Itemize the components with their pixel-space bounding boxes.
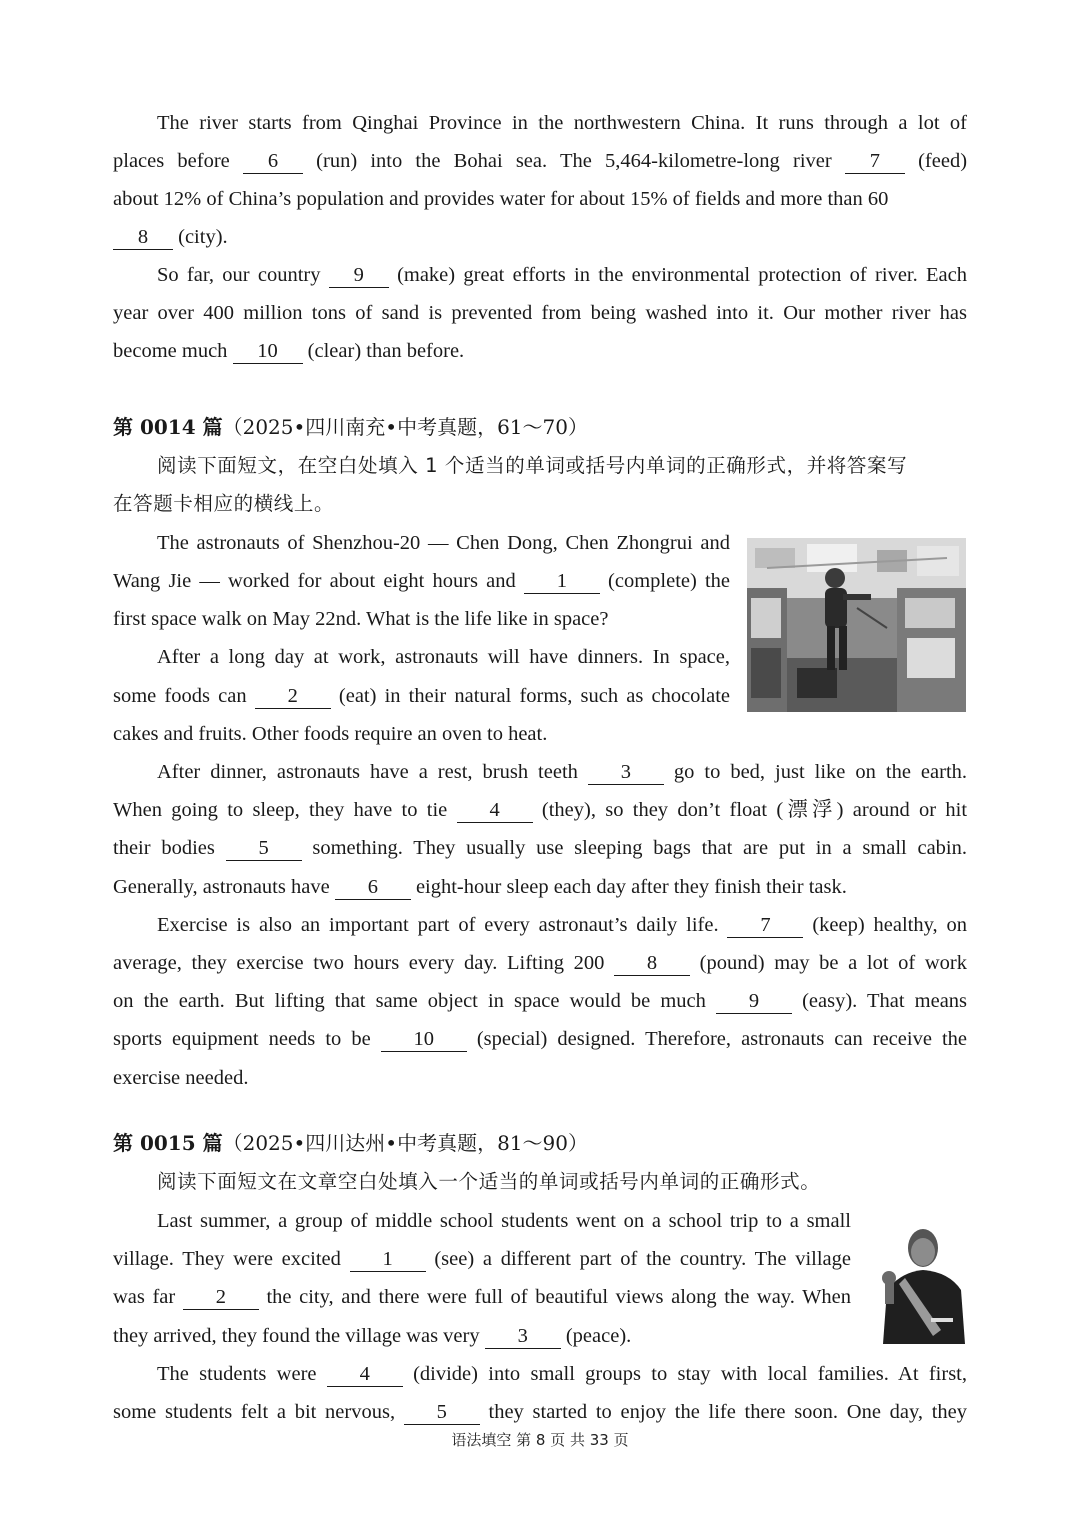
answer-blank[interactable]: 5 xyxy=(404,1400,480,1425)
text-line: cakes and fruits. Other foods require an oven to heat. xyxy=(113,723,548,745)
text-segment: Generally, astronauts have xyxy=(113,876,330,898)
text-segment: their bodies xyxy=(113,837,215,859)
text-segment: become much xyxy=(113,340,228,362)
text-line xyxy=(113,1393,967,1431)
text-segment: average, they exercise two hours every day. Lifting 200 xyxy=(113,952,605,974)
text-segment: the city, and there were full of beautiful views along the way. When xyxy=(266,1286,851,1308)
answer-blank[interactable]: 7 xyxy=(727,913,803,938)
text-segment: (complete) the xyxy=(608,570,730,592)
text-segment: (divide) into small groups to stay with local families. At first, xyxy=(413,1363,967,1385)
text-line xyxy=(113,1020,967,1058)
text-segment: (make) great efforts in the environmental protection of river. Each xyxy=(397,264,967,286)
text-line: The river starts from Qinghai Province in the northwestern China. It runs through a lot of xyxy=(157,112,967,134)
text-line xyxy=(113,332,967,370)
text-segment: (keep) healthy, on xyxy=(812,914,967,936)
section-heading xyxy=(113,1124,967,1162)
text-segment: (city). xyxy=(178,226,228,248)
text-segment: (clear) than before. xyxy=(307,340,465,362)
astronaut-photo-graphic xyxy=(747,538,966,712)
text-line xyxy=(113,944,967,982)
student-photo xyxy=(871,1220,967,1344)
text-line xyxy=(113,1278,851,1316)
text-line xyxy=(113,677,730,715)
section-heading xyxy=(113,408,967,446)
answer-blank[interactable]: 1 xyxy=(350,1247,426,1272)
text-line xyxy=(113,791,967,829)
text-line: first space walk on May 22nd. What is the life like in space? xyxy=(113,608,609,630)
instruction-text: 在答题卡相应的横线上。 xyxy=(113,492,335,515)
text-segment: The students were xyxy=(157,1363,317,1385)
instruction-text: 阅读下面短文，在空白处填入 1 个适当的单词或括号内单词的正确形式，并将答案写 xyxy=(157,454,908,477)
text-line: Last summer, a group of middle school students went on a school trip to a small xyxy=(157,1210,851,1232)
text-line xyxy=(113,1240,851,1278)
text-line xyxy=(157,256,967,294)
answer-blank[interactable]: 8 xyxy=(113,225,173,250)
section-number: 第 0014 篇 xyxy=(113,415,223,439)
section-source: （2025•四川南充•中考真题，61～70） xyxy=(222,415,588,439)
answer-blank[interactable]: 10 xyxy=(381,1027,467,1052)
text-segment: sports equipment needs to be xyxy=(113,1028,371,1050)
text-segment: Exercise is also an important part of every astronaut’s daily life. xyxy=(157,914,719,936)
answer-blank[interactable]: 6 xyxy=(335,875,411,900)
text-segment: When going to sleep, they have to tie xyxy=(113,799,448,821)
text-line: The astronauts of Shenzhou-20 — Chen Dong, Chen Zhongrui and xyxy=(157,532,730,554)
answer-blank[interactable]: 4 xyxy=(457,798,533,823)
answer-blank[interactable]: 10 xyxy=(233,339,303,364)
text-line xyxy=(113,1317,851,1355)
text-segment: some foods can xyxy=(113,685,247,707)
text-segment: (special) designed. Therefore, astronauts can receive the xyxy=(476,1028,967,1050)
answer-blank[interactable]: 6 xyxy=(243,149,303,174)
text-segment: was far xyxy=(113,1286,176,1308)
text-segment: some students felt a bit nervous, xyxy=(113,1401,396,1423)
text-segment: (they), so they don’t float (漂浮) around or hit xyxy=(541,799,967,821)
text-segment: on the earth. But lifting that same object in space would be much xyxy=(113,990,706,1012)
text-line xyxy=(113,562,730,600)
answer-blank[interactable]: 3 xyxy=(485,1324,561,1349)
text-segment: (feed) xyxy=(918,150,967,172)
text-segment: eight-hour sleep each day after they finish their task. xyxy=(415,876,847,898)
answer-blank[interactable]: 4 xyxy=(327,1362,403,1387)
astronaut-photo xyxy=(747,538,966,712)
section-source: （2025•四川达州•中考真题，81～90） xyxy=(222,1131,588,1155)
text-segment: (eat) in their natural forms, such as chocolate xyxy=(338,685,730,707)
answer-blank[interactable]: 3 xyxy=(588,760,664,785)
answer-blank[interactable]: 2 xyxy=(255,684,331,709)
text-line xyxy=(157,1355,967,1393)
text-segment: So far, our country xyxy=(157,264,321,286)
text-segment: something. They usually use sleeping bags that are put in a small cabin. xyxy=(312,837,967,859)
text-segment: (easy). That means xyxy=(802,990,967,1012)
text-line: about 12% of China’s population and provides water for about 15% of fields and more than 60 xyxy=(113,188,889,210)
text-segment: Wang Jie — worked for about eight hours and xyxy=(113,570,516,592)
text-segment: places before xyxy=(113,150,230,172)
answer-blank[interactable]: 2 xyxy=(183,1285,259,1310)
text-segment: they started to enjoy the life there soon. One day, they xyxy=(488,1401,967,1423)
page-footer: 语法填空 第 8 页 共 33 页 xyxy=(451,1431,629,1449)
answer-blank[interactable]: 8 xyxy=(614,951,690,976)
instruction-text: 阅读下面短文在文章空白处填入一个适当的单词或括号内单词的正确形式。 xyxy=(157,1170,821,1193)
text-line xyxy=(157,753,967,791)
answer-blank[interactable]: 1 xyxy=(524,569,600,594)
answer-blank[interactable]: 9 xyxy=(716,989,792,1014)
text-line xyxy=(113,829,967,867)
answer-blank[interactable]: 7 xyxy=(845,149,905,174)
text-segment: they arrived, they found the village was very xyxy=(113,1325,480,1347)
text-segment: village. They were excited xyxy=(113,1248,341,1270)
text-line: After a long day at work, astronauts will have dinners. In space, xyxy=(157,646,730,668)
text-segment: (run) into the Bohai sea. The 5,464-kilometre-long river xyxy=(316,150,832,172)
text-segment: (see) a different part of the country. The village xyxy=(434,1248,851,1270)
answer-blank[interactable]: 5 xyxy=(226,836,302,861)
text-segment: After dinner, astronauts have a rest, brush teeth xyxy=(157,761,578,783)
text-segment: go to bed, just like on the earth. xyxy=(673,761,967,783)
text-line xyxy=(113,868,967,906)
text-line: exercise needed. xyxy=(113,1067,249,1089)
text-segment: (pound) may be a lot of work xyxy=(699,952,967,974)
text-line xyxy=(113,142,967,180)
text-line xyxy=(113,218,967,256)
text-line: year over 400 million tons of sand is prevented from being washed into it. Our mother river has xyxy=(113,302,967,324)
answer-blank[interactable]: 9 xyxy=(329,263,389,288)
text-line xyxy=(157,906,967,944)
section-number: 第 0015 篇 xyxy=(113,1131,223,1155)
text-segment: (peace). xyxy=(565,1325,632,1347)
student-photo-graphic xyxy=(871,1220,967,1344)
text-line xyxy=(113,982,967,1020)
